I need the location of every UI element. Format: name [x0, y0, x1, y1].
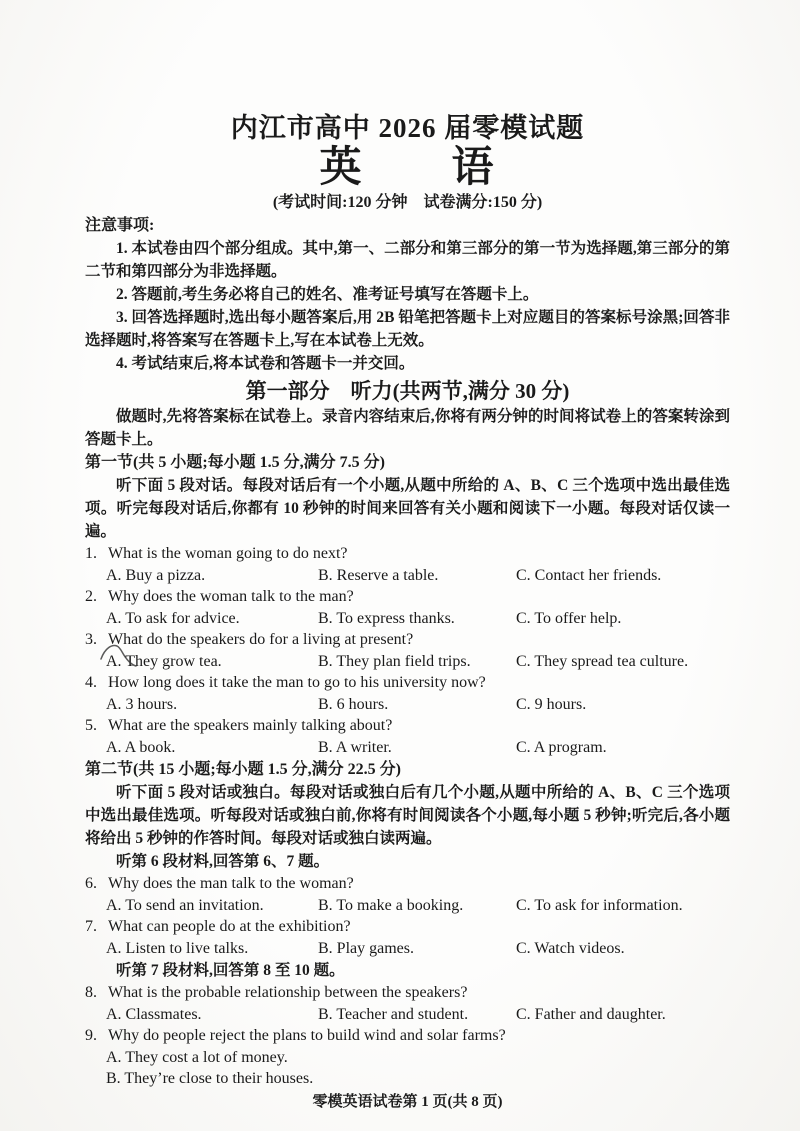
option-b: B. To make a booking. — [318, 896, 464, 914]
exam-info-line: (考试时间:120 分钟 试卷满分:150 分) — [272, 194, 543, 211]
question-options — [85, 895, 730, 917]
question-text: Why does the woman talk to the man? — [108, 588, 354, 605]
section1-heading: 第一节(共 5 小题;每小题 1.5 分,满分 7.5 分) — [85, 454, 385, 471]
notice-item-1: 1. 本试卷由四个部分组成。其中,第一、二部分和第三部分的第一节为选择题,第三部分的第二节和第四部分为非选择题。 — [85, 240, 730, 280]
question-text: What can people do at the exhibition? — [108, 918, 351, 935]
option-b: B. A writer. — [318, 738, 392, 756]
part1-heading: 第一部分 听力(共两节,满分 30 分) — [245, 379, 570, 403]
question-options — [85, 737, 730, 759]
notice-item-2: 2. 答题前,考生务必将自己的姓名、准考证号填写在答题卡上。 — [116, 286, 539, 303]
question-options — [85, 938, 730, 960]
option-c: C. A program. — [516, 738, 607, 756]
question-number: 6. — [85, 875, 97, 892]
question-number: 2. — [85, 588, 97, 605]
option-a: A. A book. — [106, 738, 176, 756]
option-a-label: A. They grow tea. — [106, 652, 222, 670]
option-c: C. Contact her friends. — [516, 566, 662, 584]
question-number: 4. — [85, 674, 97, 691]
option-c: C. Watch videos. — [516, 939, 625, 957]
question-options — [85, 1004, 730, 1026]
question-4 — [85, 672, 730, 715]
option-a: A. 3 hours. — [106, 695, 178, 713]
part1-instruction: 做题时,先将答案标在试卷上。录音内容结束后,你将有两分钟的时间将试卷上的答案转涂到答题卡上。 — [85, 408, 730, 448]
section2-heading: 第二节(共 15 小题;每小题 1.5 分,满分 22.5 分) — [85, 761, 401, 778]
option-a: A. Buy a pizza. — [106, 566, 206, 584]
question-text: Why do people reject the plans to build wind and solar farms? — [108, 1027, 506, 1044]
material-note-8-10: 听第 7 段材料,回答第 8 至 10 题。 — [116, 962, 345, 979]
option-a: A. To send an invitation. — [106, 896, 264, 914]
option-a — [106, 651, 318, 673]
option-a: A. They cost a lot of money. — [106, 1048, 288, 1066]
section2-instruction: 听下面 5 段对话或独白。每段对话或独白后有几个小题,从题中所给的 A、B、C 三个选项中选出最佳选项。听每段对话或独白前,你将有时间阅读各个小题,每小题 5 秒钟;听完后,各小题将给出 5 秒钟的作答时间。每段对话或独白读两遍。 — [85, 784, 730, 847]
question-text: What is the probable relationship between the speakers? — [108, 984, 468, 1001]
option-a: A. Listen to live talks. — [106, 939, 249, 957]
question-number: 9. — [85, 1027, 97, 1044]
option-b: B. They’re close to their houses. — [106, 1070, 314, 1087]
option-b: B. 6 hours. — [318, 695, 389, 713]
option-c: C. 9 hours. — [516, 695, 587, 713]
question-text: What are the speakers mainly talking about? — [108, 717, 393, 734]
question-text: How long does it take the man to go to his university now? — [108, 674, 486, 691]
question-6 — [85, 873, 730, 916]
question-8 — [85, 982, 730, 1025]
question-options — [85, 651, 730, 673]
option-b: B. Teacher and student. — [318, 1005, 469, 1023]
question-options — [85, 565, 730, 587]
question-text: What do the speakers do for a living at present? — [108, 631, 414, 648]
question-number: 5. — [85, 717, 97, 734]
question-options — [85, 1047, 730, 1090]
option-c: C. They spread tea culture. — [516, 652, 689, 670]
question-2 — [85, 586, 730, 629]
question-5 — [85, 715, 730, 758]
question-9 — [85, 1025, 730, 1090]
option-b: B. They plan field trips. — [318, 652, 471, 670]
question-options — [85, 608, 730, 630]
option-a: A. Classmates. — [106, 1005, 202, 1023]
exam-title: 内江市高中 2026 届零模试题 — [230, 113, 585, 143]
question-3 — [85, 629, 730, 672]
question-7 — [85, 916, 730, 959]
option-c: C. To ask for information. — [516, 896, 683, 914]
option-c: C. To offer help. — [516, 609, 622, 627]
material-note-6-7: 听第 6 段材料,回答第 6、7 题。 — [116, 853, 330, 870]
notice-item-3: 3. 回答选择题时,选出每小题答案后,用 2B 铅笔把答题卡上对应题目的答案标号涂黑;回答非选择题时,将答案写在答题卡上,写在本试卷上无效。 — [85, 309, 730, 349]
option-a: A. To ask for advice. — [106, 609, 240, 627]
question-number: 8. — [85, 984, 97, 1001]
question-number: 7. — [85, 918, 97, 935]
question-text: What is the woman going to do next? — [108, 545, 348, 562]
section1-instruction: 听下面 5 段对话。每段对话后有一个小题,从题中所给的 A、B、C 三个选项中选出最佳选项。听完每段对话后,你都有 10 秒钟的时间来回答有关小题和阅读下一小题。每段对话仅读一遍。 — [85, 477, 730, 540]
notice-heading: 注意事项: — [85, 217, 155, 234]
question-options — [85, 694, 730, 716]
question-1 — [85, 543, 730, 586]
option-b: B. Reserve a table. — [318, 566, 439, 584]
notice-item-4: 4. 考试结束后,将本试卷和答题卡一并交回。 — [116, 355, 415, 372]
option-b: B. Play games. — [318, 939, 414, 957]
subject-title: 英 语 — [319, 145, 496, 191]
option-b: B. To express thanks. — [318, 609, 455, 627]
option-c: C. Father and daughter. — [516, 1005, 666, 1023]
question-number: 3. — [85, 631, 97, 648]
question-text: Why does the man talk to the woman? — [108, 875, 354, 892]
page-footer: 零模英语试卷第 1 页(共 8 页) — [312, 1093, 503, 1110]
question-number: 1. — [85, 545, 97, 562]
